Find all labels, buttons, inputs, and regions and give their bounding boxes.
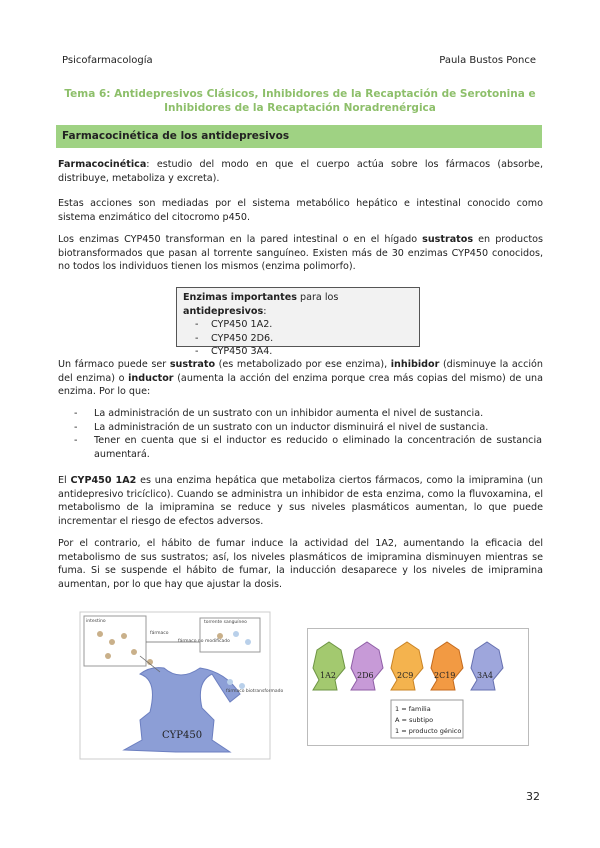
list-item: - Tener en cuenta que si el inductor es reducido o eliminado la concentración de sustancia aumentará.	[74, 435, 542, 460]
drug-molecule-icon	[233, 631, 239, 637]
enzyme-item: - CYP450 1A2.	[195, 319, 273, 330]
enzyme-item: - CYP450 2D6.	[195, 332, 274, 344]
cyp450-family-figure	[307, 628, 529, 746]
drug-molecule-icon	[109, 639, 115, 645]
list-item: - La administración de un sustrato con un inductor disminuirá el nivel de sustancia.	[74, 421, 489, 433]
unmodified-drug-label: fármaco no modificado	[178, 639, 230, 644]
effects-list	[74, 407, 542, 461]
header-author: Paula Bustos Ponce	[439, 55, 536, 66]
svg-text:2C9: 2C9	[397, 671, 414, 680]
legend-item: 1 = producto génico	[395, 727, 462, 735]
section-header	[56, 125, 542, 148]
drug-molecule-icon	[97, 631, 103, 637]
drug-molecule-icon	[217, 633, 223, 639]
paragraph-mediation: Estas acciones son mediadas por el sistema metabólico hepático e intestinal conocido como sistema enzimático del citocromo p450.	[58, 198, 543, 223]
drug-molecule-icon	[105, 653, 111, 659]
intestine-label: intestino	[86, 619, 106, 624]
svg-text:2D6: 2D6	[357, 671, 374, 680]
drug-molecule-icon	[121, 633, 127, 639]
section-title: Farmacocinética de los antidepresivos	[62, 130, 290, 142]
svg-text:1A2: 1A2	[320, 671, 336, 680]
page-number: 32	[526, 790, 540, 803]
drug-molecule-icon	[131, 649, 137, 655]
enzyme-item: - CYP450 3A4.	[195, 346, 273, 357]
paragraph-smoking: Por el contrario, el hábito de fumar induce la actividad del 1A2, aumentando la eficacia del metabolismo de sus sustratos; así, los niveles plasmáticos de imipramina disminuyen mientras se fuma. Si se suspende el hábito de fumar, la inducción desaparece y los niveles de imipramina aumentan, por lo que hay que ajustar la dosis.	[58, 538, 543, 590]
cyp450-metabolism-figure	[80, 612, 284, 759]
drug-molecule-icon	[227, 679, 233, 685]
svg-text:3A4: 3A4	[477, 671, 493, 680]
enzymes-box-title: Enzimas importantes para los antidepresivos:	[183, 292, 339, 317]
list-item: - La administración de un sustrato con un inhibidor aumenta el nivel de sustancia.	[74, 408, 484, 419]
paragraph-1a2: El CYP450 1A2 es una enzima hepática que metaboliza ciertos fármacos, como la imipramina (un antidepresivo tricíclico). Cuando se administra un inhibidor de esta enzima, como la fluvoxamina, el metabolismo de la imipramina se reduce y sus niveles plasmáticos aumentan, lo que puede incrementar el riesgo de efectos adversos.	[58, 475, 543, 527]
svg-text:2C19: 2C19	[434, 671, 456, 680]
legend-item: 1 = familia	[395, 705, 431, 713]
paragraph-substrate-inhibitor: Un fármaco puede ser sustrato (es metabolizado por ese enzima), inhibidor (disminuye la acción del enzima) o inductor (aumenta la acción del enzima porque crea más copias del mismo) de una enzima. Por lo que:	[58, 359, 544, 397]
enzymes-box	[176, 287, 420, 357]
paragraph-cyp450: Los enzimas CYP450 transforman en la pared intestinal o en el hígado sustratos en productos biotransformados que pasan al torrente sanguíneo. Existen más de 30 enzimas CYP450 conocidos, no todos los individuos tienen los mismos (enzima polimorfo).	[58, 234, 543, 272]
drug-molecule-icon	[239, 683, 245, 689]
header-subject: Psicofarmacología	[62, 55, 153, 66]
cyp450-label: CYP450	[162, 730, 203, 741]
topic-title: Tema 6: Antidepresivos Clásicos, Inhibidores de la Recaptación de Serotonina e Inhibidores de la Recaptación Noradrenérgica	[64, 88, 536, 114]
paragraph-pharmacokinetics: Farmacocinética: estudio del modo en que el cuerpo actúa sobre los fármacos (absorbe, distribuye, metaboliza y excreta).	[58, 159, 543, 184]
legend-item: A = subtipo	[395, 716, 434, 724]
transformed-drug-label: fármaco biotransformado	[226, 689, 284, 694]
blood-label: torrente sanguíneo	[204, 620, 247, 625]
drug-label: fármaco	[150, 631, 169, 636]
drug-molecule-icon	[245, 639, 251, 645]
